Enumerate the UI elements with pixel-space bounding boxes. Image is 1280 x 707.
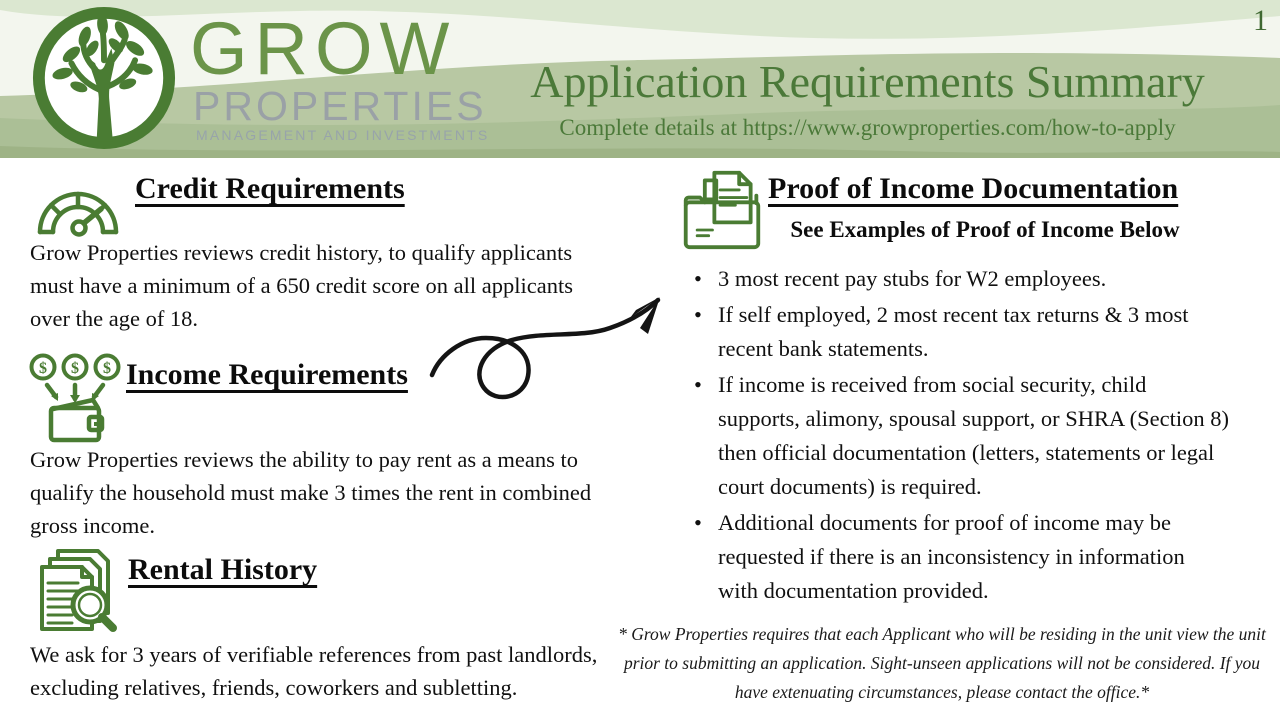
brand-type: PROPERTIES: [193, 83, 487, 129]
header: [0, 0, 1280, 158]
gauge-icon: [28, 170, 124, 238]
bullet-item: • If self employed, 2 most recent tax returns & 3 most recent bank statements.: [718, 298, 1230, 366]
proof-bullet-list: [718, 262, 1230, 610]
footnote: * Grow Properties requires that each Applicant who will be residing in the unit view the unit prior to submitting an application. Sight-unseen applications will not be considered. If you have extenuating circumstances, please contact the office.*: [618, 624, 1266, 702]
coins-into-wallet-icon: [27, 352, 123, 444]
bullet-item: • 3 most recent pay stubs for W2 employees.: [718, 262, 1230, 296]
svg-text:$: $: [39, 360, 47, 377]
bullet-item: • If income is received from social security, child supports, alimony, spousal support, or SHRA (Section 8) then official documentation (letters, statements or legal court documents) is required.: [718, 368, 1230, 504]
section-heading-income: Income Requirements: [126, 358, 408, 391]
brand-name: GROW: [190, 7, 457, 90]
section-heading-proof: Proof of Income Documentation: [768, 172, 1179, 205]
section-body-credit: Grow Properties reviews credit history, to qualify applicants must have a minimum of a 650 credit score on all applicants over the age of 18.: [30, 240, 573, 331]
section-body-income: Grow Properties reviews the ability to pay rent as a means to qualify the household must make 3 times the rent in combined gross income.: [30, 447, 592, 538]
page-number: 1: [1253, 4, 1268, 37]
documents-magnifier-icon: [28, 545, 124, 637]
bullet-item: • Additional documents for proof of income may be requested if there is an inconsistency in information with documentation provided.: [718, 506, 1230, 608]
svg-text:$: $: [71, 360, 79, 377]
section-heading-rental: Rental History: [128, 553, 318, 586]
page-title: Application Requirements Summary: [530, 56, 1205, 107]
brand-tagline: MANAGEMENT AND INVESTMENTS: [196, 127, 490, 143]
svg-text:$: $: [103, 360, 111, 377]
hand-drawn-arrow-icon: [410, 270, 690, 420]
proof-subheading: See Examples of Proof of Income Below: [790, 217, 1180, 242]
section-body-rental: We ask for 3 years of verifiable references from past landlords, excluding relatives, friends, coworkers and subletting.: [30, 642, 598, 700]
header-subtitle-url: Complete details at https://www.growproperties.com/how-to-apply: [559, 115, 1176, 140]
tree-in-circle-icon: [30, 4, 178, 152]
section-heading-credit: Credit Requirements: [135, 172, 405, 205]
